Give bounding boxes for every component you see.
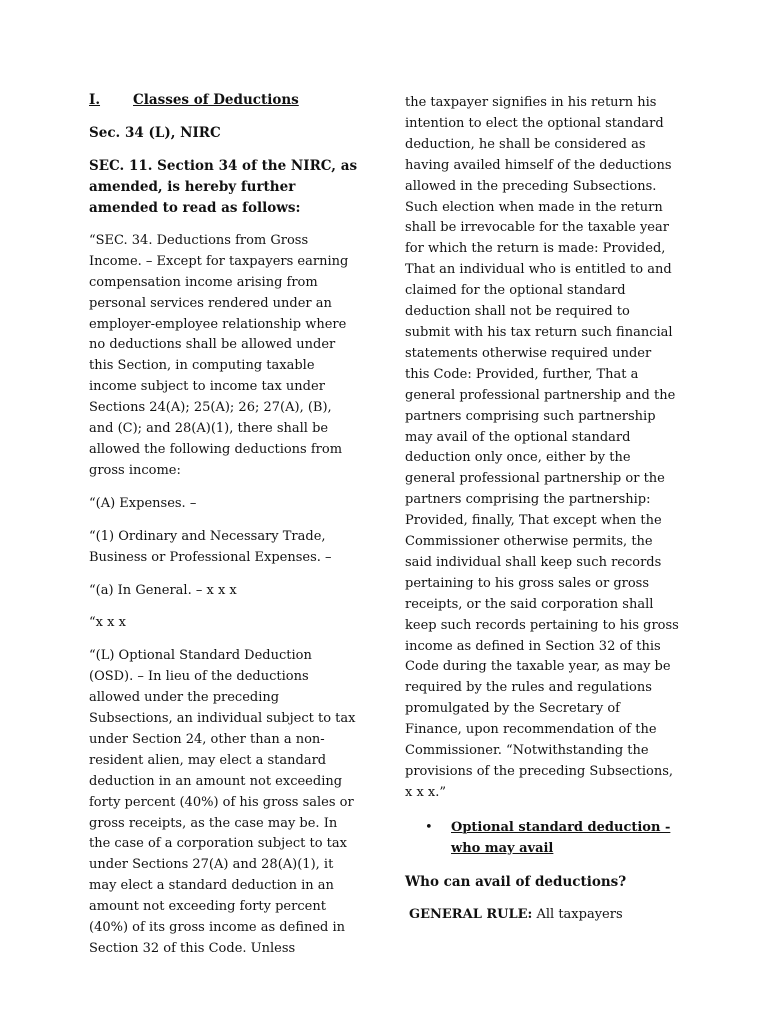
section-heading — [89, 90, 359, 111]
section-number: I. — [89, 92, 101, 108]
bullet-heading: Optional standard deduction - who may avail — [451, 819, 671, 856]
paragraph-osd-continued: the taxpayer signifies in his return his intention to elect the optional standard deduction, he shall be considered as having availed himself of the deductions allowed in the preceding Subsections. Such election when made in the return shall be irrevocable for the taxable year for which the return is made: Provided, That an individual who is entitled to and claimed for the optional standard deduction shall not be required to submit with his tax return such financial statements otherwise required under this Code: Provided, further, That a general professional partnership and the partners comprising such partnership may avail of the optional standard deduction only once, either by the general professional partnership or the partners comprising the partnership: Provided, finally, That except when the Commissioner otherwise permits, the said individual shall keep such records pertaining to his gross sales or gross receipts, or the said corporation shall keep such records pertaining to his gross income as defined in Section 32 of this Code during the taxable year, as may be required by the rules and regulations promulgated by the Secretary of Finance, upon recommendation of the Commissioner. “Notwithstanding the provisions of the preceding Subsections, x x x.” — [405, 95, 679, 800]
general-rule-label: GENERAL RULE: — [409, 906, 533, 922]
section-title: Classes of Deductions — [133, 92, 299, 108]
paragraph-osd: “(L) Optional Standard Deduction (OSD). – In lieu of the deductions allowed under the preceding Subsections, an individual subject to tax under Section 24, other than a non-resident alien, may elect a standard deduction in an amount not exceeding forty percent (40%) of his gross sales or gross receipts, as the case may be. In the case of a corporation subject to tax under Sections 27(A) and 28(A)(1), it may elect a standard deduction in an amount not exceeding forty percent (40%) of its gross income as defined in Section 32 of this Code. Unless — [89, 648, 356, 956]
question-heading: Who can avail of deductions? — [405, 873, 627, 890]
paragraph-sec34: “SEC. 34. Deductions from Gross Income. – Except for taxpayers earning compensation income arising from personal services rendered under an employer-employee relationship where no deductions shall be allowed under this Section, in computing taxable income subject to income tax under Sections 24(A); 25(A); 26; 27(A), (B), and (C); and 28(A)(1), there shall be allowed the following deductions from gross income: — [89, 232, 349, 478]
left-column — [89, 90, 359, 972]
right-column — [405, 93, 679, 938]
general-rule — [409, 905, 679, 926]
paragraph-expenses: “(A) Expenses. – — [89, 495, 197, 511]
bullet-icon: • — [425, 819, 433, 835]
section-reference: Sec. 34 (L), NIRC — [89, 124, 221, 141]
paragraph-xxx: “x x x — [89, 615, 126, 631]
sec11-heading: SEC. 11. Section 34 of the NIRC, as amended, is hereby further amended to read as follows: — [89, 157, 358, 216]
paragraph-ordinary-expenses: “(1) Ordinary and Necessary Trade, Business or Professional Expenses. – — [89, 528, 332, 565]
paragraph-in-general: “(a) In General. – x x x — [89, 582, 237, 598]
general-rule-text: All taxpayers — [536, 906, 623, 922]
bullet-item — [425, 818, 679, 860]
